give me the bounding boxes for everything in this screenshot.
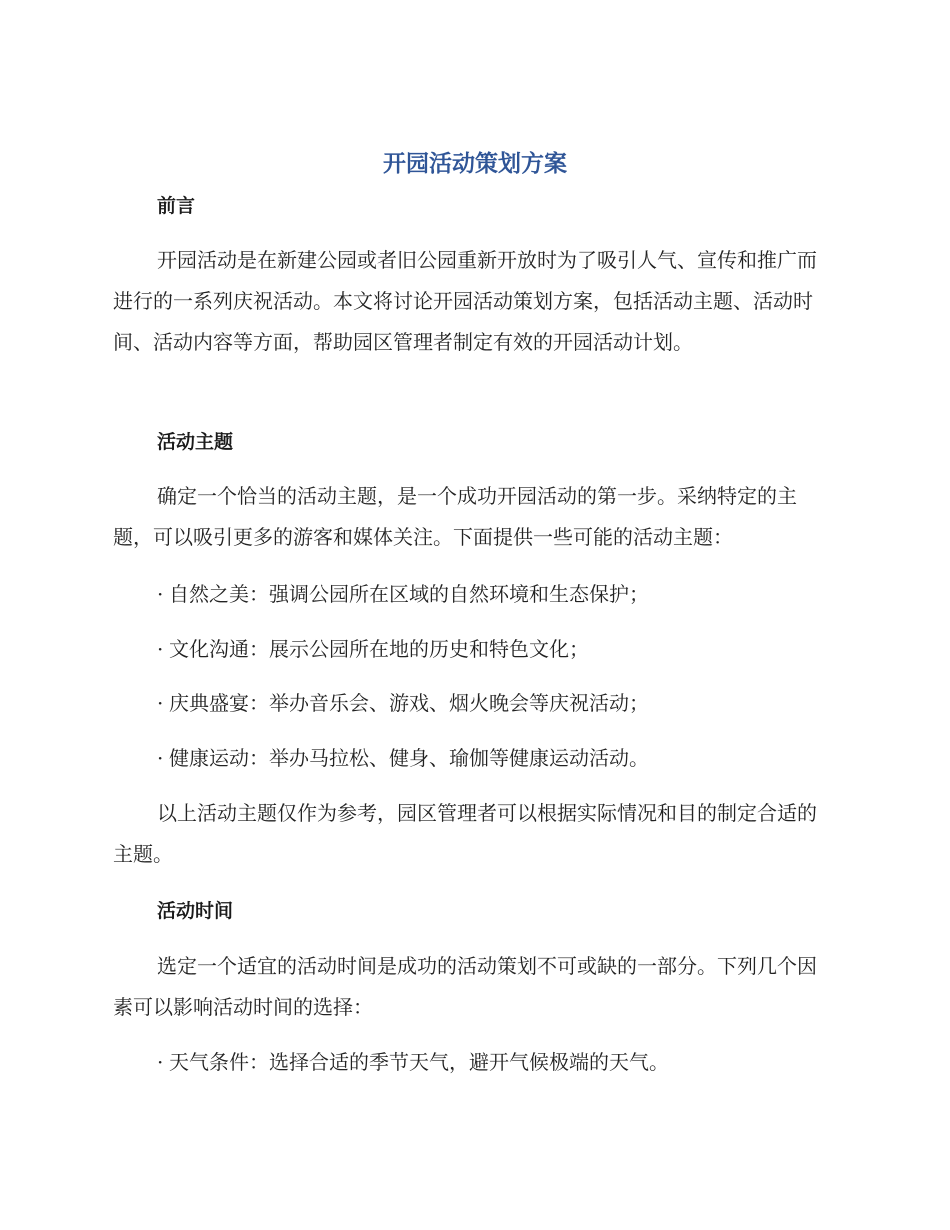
list-item-text: 文化沟通：展示公园所在地的历史和特色文化； xyxy=(169,637,589,661)
list-item xyxy=(157,579,837,609)
list-item xyxy=(157,634,837,664)
section-heading-theme: 活动主题 xyxy=(157,431,234,453)
bullet-icon: · xyxy=(157,691,164,715)
list-item-text: 庆典盛宴：举办音乐会、游戏、烟火晚会等庆祝活动； xyxy=(169,691,649,715)
list-item xyxy=(157,743,837,773)
bullet-icon: · xyxy=(157,637,164,661)
list-item xyxy=(157,688,837,718)
time-intro-paragraph: 选定一个适宜的活动时间是成功的活动策划不可或缺的一部分。下列几个因素可以影响活动时间的选择： xyxy=(113,954,817,1019)
bullet-icon: · xyxy=(157,746,164,770)
list-item-text: 天气条件：选择合适的季节天气，避开气候极端的天气。 xyxy=(169,1050,669,1074)
bullet-icon: · xyxy=(157,1050,164,1074)
section-heading-time: 活动时间 xyxy=(157,900,234,922)
list-item-text: 自然之美：强调公园所在区域的自然环境和生态保护； xyxy=(169,582,649,606)
list-item-text: 健康运动：举办马拉松、健身、瑜伽等健康运动活动。 xyxy=(169,746,649,770)
preface-paragraph: 开园活动是在新建公园或者旧公园重新开放时为了吸引人气、宣传和推广而进行的一系列庆祝活动。本文将讨论开园活动策划方案，包括活动主题、活动时间、活动内容等方面，帮助园区管理者制定有效的开园活动计划。 xyxy=(113,248,817,354)
document-title: 开园活动策划方案 xyxy=(383,151,567,177)
bullet-icon: · xyxy=(157,582,164,606)
theme-closing-paragraph: 以上活动主题仅作为参考，园区管理者可以根据实际情况和目的制定合适的主题。 xyxy=(113,801,817,866)
section-heading-preface: 前言 xyxy=(157,195,196,217)
theme-intro-paragraph: 确定一个恰当的活动主题，是一个成功开园活动的第一步。采纳特定的主题，可以吸引更多的游客和媒体关注。下面提供一些可能的活动主题： xyxy=(113,484,797,549)
list-item xyxy=(157,1047,837,1077)
